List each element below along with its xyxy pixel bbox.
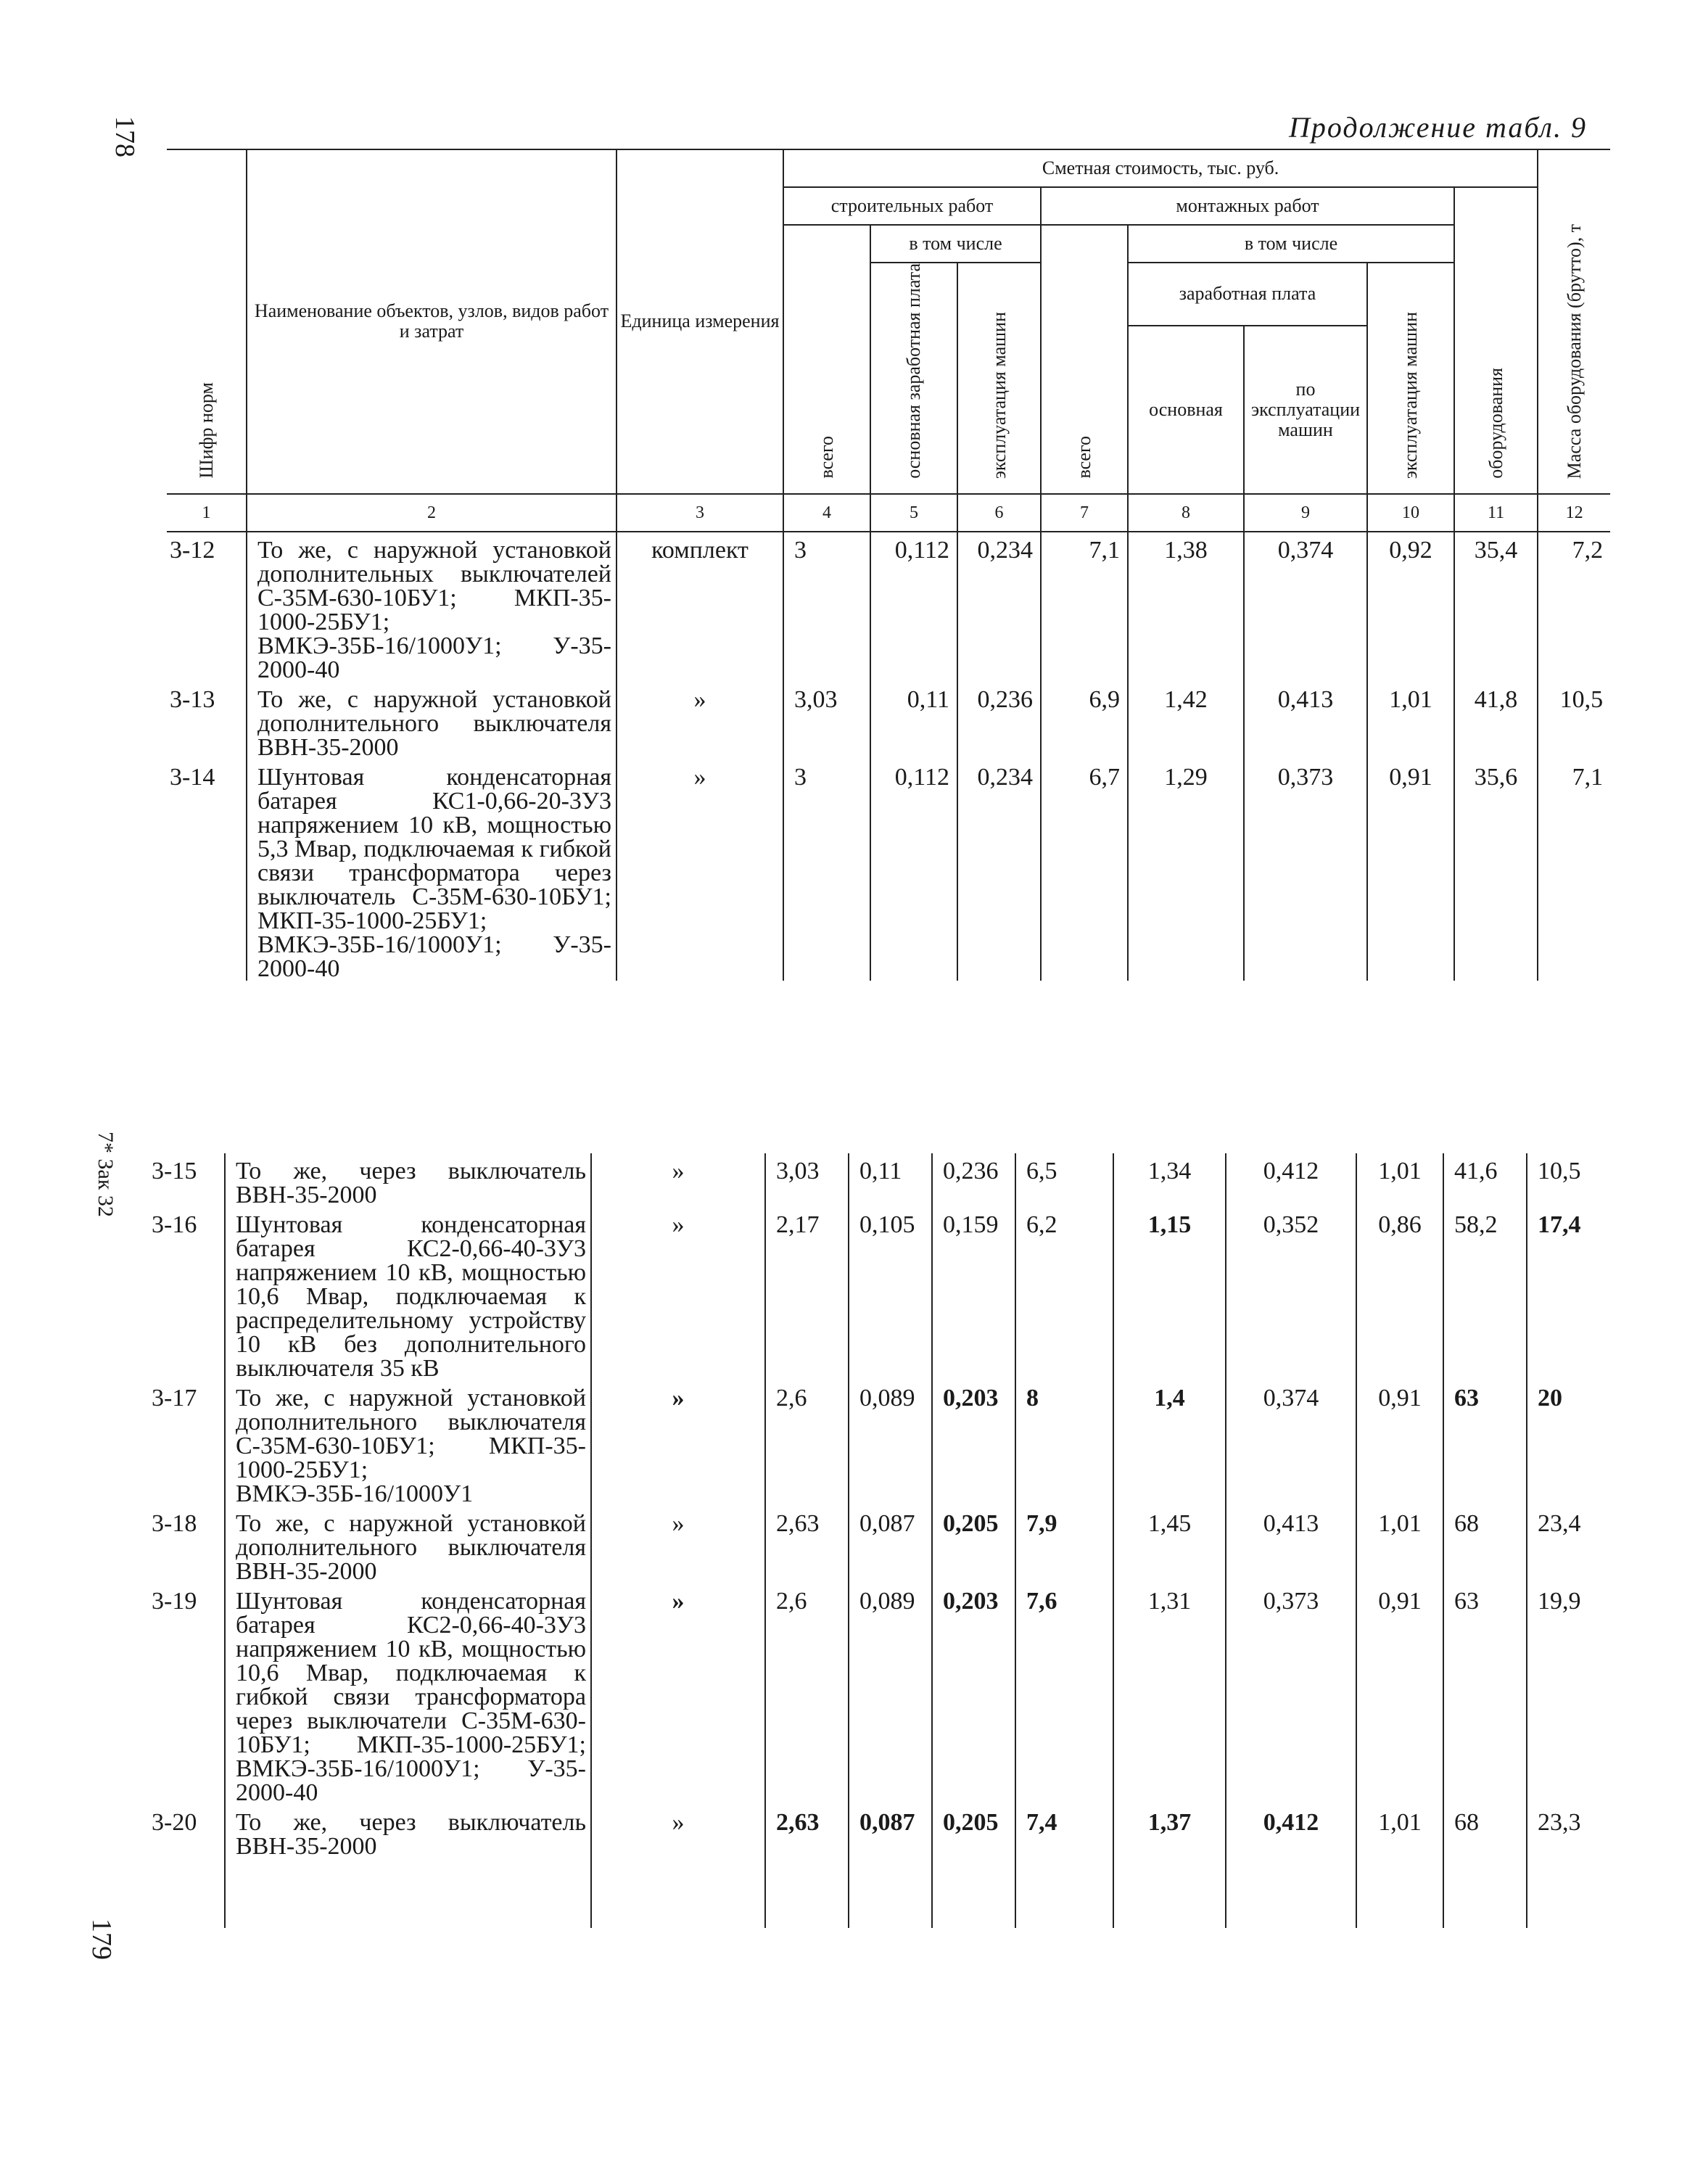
row-code: 3-16 — [152, 1211, 197, 1238]
cell-total-installation: 7,4 — [1015, 1805, 1113, 1928]
cell-inst-machines: 0,91 — [1367, 759, 1454, 981]
cell-equipment: 41,8 — [1454, 682, 1538, 759]
cell-basic-wage: 1,38 — [1128, 532, 1244, 682]
cell-inst-machines: 1,01 — [1356, 1506, 1443, 1583]
continuation-title: Продолжение табл. 9 — [1288, 111, 1587, 144]
cost-table-upper — [167, 149, 1610, 981]
cell-total-installation: 6,7 — [1041, 759, 1128, 981]
table-row — [149, 1153, 1610, 1207]
col-number: 7 — [1041, 494, 1128, 532]
row-unit: » — [591, 1506, 765, 1583]
cell-mass: 10,5 — [1527, 1153, 1610, 1207]
col-number: 5 — [870, 494, 957, 532]
cell-constr-machines: 0,234 — [957, 532, 1041, 682]
cell-total-construction: 2,6 — [765, 1583, 849, 1805]
cell-base-wage: 0,089 — [849, 1583, 932, 1805]
cell-base-wage: 0,089 — [849, 1380, 932, 1506]
page-number-bottom: 179 — [86, 1919, 117, 1960]
col-number: 9 — [1244, 494, 1367, 532]
row-name: Шунтовая конденсаторная батарея КС2-0,66-40-3У3 напряжением 10 кВ, мощностью 10,6 Мвар, подключаемая к распределительному устройству 10 кВ без дополнительного выключателя 35 кВ — [225, 1207, 591, 1380]
row-name: То же, через выключатель ВВН-35-2000 — [225, 1805, 591, 1928]
header-inst-machines: эксплуатация машин — [1367, 263, 1454, 494]
col-number: 3 — [617, 494, 783, 532]
cell-basic-wage: 1,42 — [1128, 682, 1244, 759]
cell-total-installation: 8 — [1015, 1380, 1113, 1506]
cell-mass: 23,3 — [1527, 1805, 1610, 1928]
cell-mass: 17,4 — [1527, 1207, 1610, 1380]
cell-constr-machines: 0,234 — [957, 759, 1041, 981]
cell-equipment: 68 — [1443, 1805, 1527, 1928]
cell-total-installation: 6,2 — [1015, 1207, 1113, 1380]
header-construction: строительных работ — [783, 187, 1041, 225]
col-number: 11 — [1454, 494, 1538, 532]
header-inst-including: в том числе — [1128, 225, 1454, 263]
margin-note: 7* Зак 32 — [94, 1132, 117, 1217]
row-unit: » — [591, 1805, 765, 1928]
table-row — [149, 1506, 1610, 1583]
row-code: 3-20 — [152, 1809, 197, 1836]
header-equipment: оборудования — [1454, 187, 1538, 494]
cell-total-construction: 3,03 — [765, 1153, 849, 1207]
col-number: 12 — [1538, 494, 1610, 532]
row-unit: » — [617, 682, 783, 759]
cost-table-lower — [149, 1153, 1610, 1928]
row-name: То же, через выключатель ВВН-35-2000 — [225, 1153, 591, 1207]
page-number-top: 178 — [110, 116, 140, 157]
cell-wage-machines: 0,412 — [1226, 1153, 1356, 1207]
header-constr-machines: эксплуатация машин — [957, 263, 1041, 494]
table-row — [149, 1805, 1610, 1928]
row-code: 3-13 — [170, 685, 215, 713]
cell-equipment: 35,6 — [1454, 759, 1538, 981]
cell-total-construction: 2,6 — [765, 1380, 849, 1506]
cell-total-construction: 3 — [783, 532, 870, 682]
table-row — [149, 1380, 1610, 1506]
cell-base-wage: 0,087 — [849, 1506, 932, 1583]
header-name: Наименование объектов, узлов, видов работ и затрат — [247, 149, 617, 494]
cell-total-installation: 6,5 — [1015, 1153, 1113, 1207]
header-installation: монтажных работ — [1041, 187, 1454, 225]
table-row — [167, 759, 1610, 981]
cell-wage-machines: 0,374 — [1244, 532, 1367, 682]
cell-inst-machines: 1,01 — [1356, 1805, 1443, 1928]
row-name: То же, с наружной установкой дополнительных выключателей С-35М-630-10БУ1; МКП-35-1000-25БУ1; ВМКЭ-35Б-16/1000У1; У-35-2000-40 — [247, 532, 617, 682]
row-unit: » — [591, 1207, 765, 1380]
cell-basic-wage: 1,31 — [1113, 1583, 1226, 1805]
header-constr-total: всего — [783, 225, 870, 494]
cell-equipment: 41,6 — [1443, 1153, 1527, 1207]
table-row — [149, 1583, 1610, 1805]
row-name: Шунтовая конденсаторная батарея КС2-0,66-40-3У3 напряжением 10 кВ, мощностью 10,6 Мвар, подключаемая к гибкой связи трансформатора через выключатели С-35М-630-10БУ1; МКП-35-1000-25БУ1; ВМКЭ-35Б-16/1000У1; У-35-2000-40 — [225, 1583, 591, 1805]
cell-base-wage: 0,087 — [849, 1805, 932, 1928]
col-number: 4 — [783, 494, 870, 532]
row-name: Шунтовая конденсаторная батарея КС1-0,66-20-3У3 напряжением 10 кВ, мощностью 5,3 Мвар, подключаемая к гибкой связи трансформатора через выключатель С-35М-630-10БУ1; МКП-35-1000-25БУ1; ВМКЭ-35Б-16/1000У1; У-35-2000-40 — [247, 759, 617, 981]
cell-total-construction: 3,03 — [783, 682, 870, 759]
cell-base-wage: 0,112 — [870, 759, 957, 981]
cell-inst-machines: 0,91 — [1356, 1380, 1443, 1506]
cell-constr-machines: 0,205 — [932, 1506, 1015, 1583]
cell-constr-machines: 0,236 — [957, 682, 1041, 759]
header-inst-total: всего — [1041, 225, 1128, 494]
cell-base-wage: 0,11 — [870, 682, 957, 759]
header-base-wage: основная заработная плата — [870, 263, 957, 494]
row-code: 3-19 — [152, 1588, 197, 1615]
row-unit: » — [591, 1380, 765, 1506]
cell-basic-wage: 1,45 — [1113, 1506, 1226, 1583]
cell-mass: 10,5 — [1538, 682, 1610, 759]
cell-wage-machines: 0,412 — [1226, 1805, 1356, 1928]
cell-mass: 20 — [1527, 1380, 1610, 1506]
table-row — [149, 1207, 1610, 1380]
col-number: 1 — [167, 494, 247, 532]
cell-constr-machines: 0,159 — [932, 1207, 1015, 1380]
header-mass: Масса оборудования (брутто), т — [1538, 149, 1610, 494]
cell-base-wage: 0,112 — [870, 532, 957, 682]
cell-mass: 19,9 — [1527, 1583, 1610, 1805]
cell-wage-machines: 0,413 — [1244, 682, 1367, 759]
cell-basic-wage: 1,29 — [1128, 759, 1244, 981]
row-code: 3-12 — [170, 536, 215, 564]
cell-mass: 7,1 — [1538, 759, 1610, 981]
cell-total-installation: 6,9 — [1041, 682, 1128, 759]
row-code: 3-15 — [152, 1158, 197, 1184]
cell-total-installation: 7,9 — [1015, 1506, 1113, 1583]
cell-total-construction: 3 — [783, 759, 870, 981]
cell-constr-machines: 0,236 — [932, 1153, 1015, 1207]
cell-equipment: 58,2 — [1443, 1207, 1527, 1380]
cell-base-wage: 0,11 — [849, 1153, 932, 1207]
cell-wage-machines: 0,373 — [1244, 759, 1367, 981]
cell-total-installation: 7,6 — [1015, 1583, 1113, 1805]
cell-equipment: 63 — [1443, 1380, 1527, 1506]
cell-equipment: 68 — [1443, 1506, 1527, 1583]
col-number: 10 — [1367, 494, 1454, 532]
cell-total-construction: 2,63 — [765, 1506, 849, 1583]
cell-constr-machines: 0,203 — [932, 1380, 1015, 1506]
header-cost: Сметная стоимость, тыс. руб. — [783, 149, 1538, 187]
table-row — [167, 532, 1610, 682]
cell-inst-machines: 0,86 — [1356, 1207, 1443, 1380]
header-basic: основная — [1128, 326, 1244, 494]
row-code: 3-17 — [152, 1385, 197, 1412]
col-number: 8 — [1128, 494, 1244, 532]
col-number: 2 — [247, 494, 617, 532]
cell-constr-machines: 0,203 — [932, 1583, 1015, 1805]
header-unit: Единица измерения — [617, 149, 783, 494]
cell-basic-wage: 1,4 — [1113, 1380, 1226, 1506]
row-unit: комплект — [617, 532, 783, 682]
header-wage-machines: по эксплуатации машин — [1244, 326, 1367, 494]
cell-constr-machines: 0,205 — [932, 1805, 1015, 1928]
cell-wage-machines: 0,352 — [1226, 1207, 1356, 1380]
cell-basic-wage: 1,34 — [1113, 1153, 1226, 1207]
row-name: То же, с наружной установкой дополнительного выключателя ВВН-35-2000 — [225, 1506, 591, 1583]
table-row — [167, 682, 1610, 759]
header-code: Шифр норм — [167, 149, 247, 494]
cell-total-construction: 2,17 — [765, 1207, 849, 1380]
cell-mass: 7,2 — [1538, 532, 1610, 682]
cell-wage-machines: 0,374 — [1226, 1380, 1356, 1506]
row-unit: » — [591, 1583, 765, 1805]
cell-base-wage: 0,105 — [849, 1207, 932, 1380]
cell-mass: 23,4 — [1527, 1506, 1610, 1583]
cell-total-construction: 2,63 — [765, 1805, 849, 1928]
cell-inst-machines: 0,91 — [1356, 1583, 1443, 1805]
cell-inst-machines: 1,01 — [1367, 682, 1454, 759]
col-number: 6 — [957, 494, 1041, 532]
row-unit: » — [617, 759, 783, 981]
cell-basic-wage: 1,37 — [1113, 1805, 1226, 1928]
row-name: То же, с наружной установкой дополнительного выключателя ВВН-35-2000 — [247, 682, 617, 759]
cell-wage-machines: 0,373 — [1226, 1583, 1356, 1805]
header-constr-including: в том числе — [870, 225, 1041, 263]
row-name: То же, с наружной установкой дополнительного выключателя С-35М-630-10БУ1; МКП-35-1000-25БУ1; ВМКЭ-35Б-16/1000У1 — [225, 1380, 591, 1506]
cell-inst-machines: 1,01 — [1356, 1153, 1443, 1207]
row-code: 3-18 — [152, 1510, 197, 1537]
cell-equipment: 35,4 — [1454, 532, 1538, 682]
cell-equipment: 63 — [1443, 1583, 1527, 1805]
cell-total-installation: 7,1 — [1041, 532, 1128, 682]
row-code: 3-14 — [170, 763, 215, 791]
cell-basic-wage: 1,15 — [1113, 1207, 1226, 1380]
cell-inst-machines: 0,92 — [1367, 532, 1454, 682]
header-wage: заработная плата — [1128, 263, 1367, 326]
cell-wage-machines: 0,413 — [1226, 1506, 1356, 1583]
row-unit: » — [591, 1153, 765, 1207]
